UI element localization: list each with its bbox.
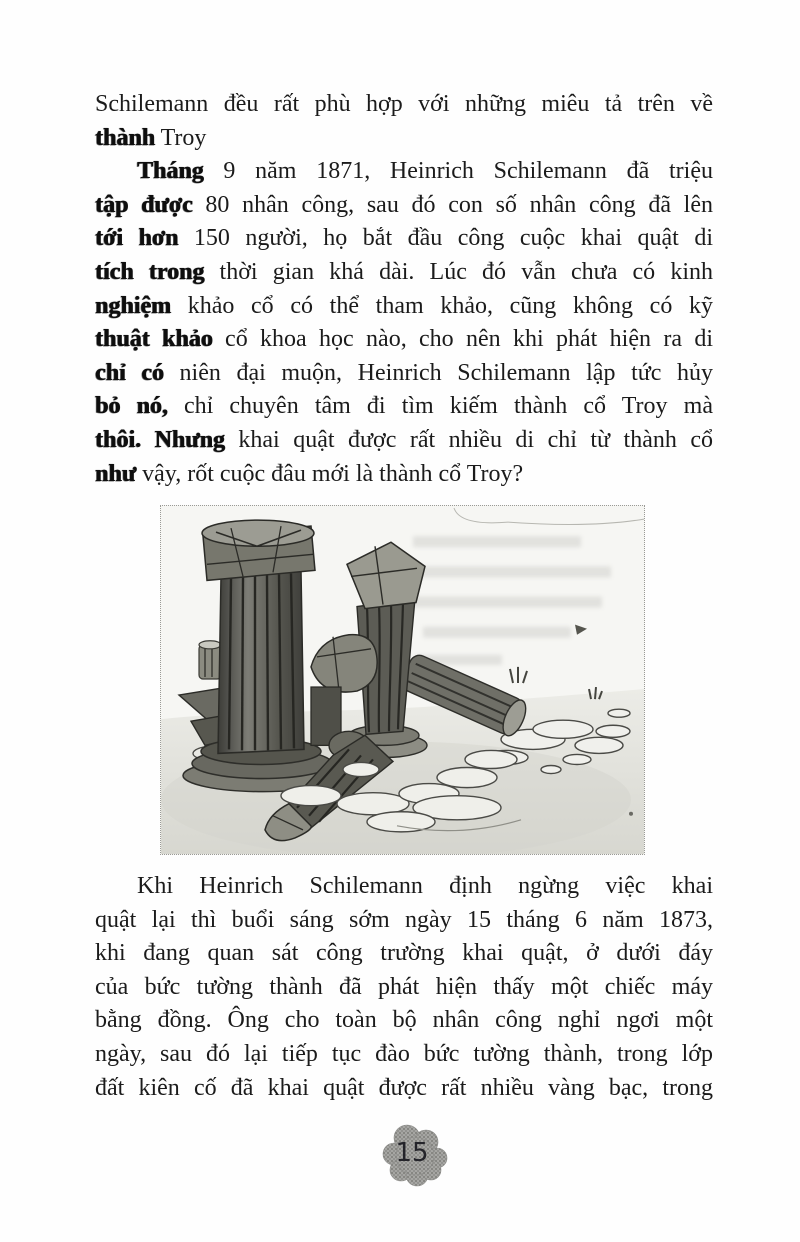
- text-line: [95, 222, 713, 256]
- line-text: chỉ chuyên tâm đi tìm kiếm thành cổ Troy mà: [167, 393, 713, 420]
- small-fragment: [199, 641, 221, 679]
- line-text: 150 người, họ bắt đầu công cuộc khai quật di: [178, 225, 714, 252]
- text-line: [95, 870, 713, 904]
- line-text: khi đang quan sát công trường khai quật, ở dưới đáy: [95, 940, 713, 967]
- line-text: 9 năm 1871, Heinrich Schilemann đã triệu: [203, 158, 713, 185]
- line-text: Troy: [155, 124, 207, 151]
- smudged-lead-text: thành: [95, 124, 156, 151]
- text-line: [95, 256, 713, 290]
- speck-dot: [629, 812, 633, 816]
- paragraph-1: [95, 88, 713, 491]
- text-line: [95, 1004, 713, 1038]
- smudged-lead-text: Tháng: [137, 158, 204, 185]
- line-text: cổ khoa học nào, cho nên khi phát hiện ra di: [212, 326, 713, 353]
- broken-columns-drawing: [161, 506, 644, 854]
- text-line: [95, 357, 713, 391]
- line-text: Schilemann đều rất phù hợp với những miêu tả trên về: [95, 91, 713, 117]
- smudged-lead-text: nghiệm: [95, 292, 172, 319]
- text-line: [95, 122, 713, 156]
- line-text: Khi Heinrich Schilemann định ngừng việc khai: [137, 873, 713, 899]
- line-text: khảo cổ có thể tham khảo, cũng không có kỹ: [171, 292, 713, 319]
- text-line: [95, 88, 713, 122]
- paragraph-2: [95, 870, 713, 1105]
- smudged-lead-text: bỏ nó,: [95, 393, 168, 420]
- text-line: [95, 424, 713, 458]
- page-number: 15: [395, 1138, 429, 1168]
- text-line: [95, 155, 713, 189]
- text-line: [95, 1072, 713, 1106]
- line-text: 80 nhân công, sau đó con số nhân công đã lên: [192, 191, 713, 218]
- text-line: [95, 290, 713, 324]
- line-text: thời gian khá dài. Lúc đó vẫn chưa có kinh: [204, 258, 713, 285]
- line-text: khai quật được rất nhiều di chỉ từ thành cổ: [224, 426, 713, 453]
- line-text: ngày, sau đó lại tiếp tục đào bức tường thành, trong lớp: [95, 1040, 713, 1067]
- smudged-lead-text: tới hơn: [95, 225, 179, 252]
- text-line: [95, 390, 713, 424]
- text-line: [95, 971, 713, 1005]
- text-line: [95, 937, 713, 971]
- smudged-lead-text: chỉ có: [95, 359, 164, 386]
- smudged-lead-text: tập được: [95, 191, 193, 218]
- line-text: niên đại muộn, Heinrich Schilemann lập tức hủy: [163, 359, 714, 386]
- smudged-lead-text: thôi. Nhưng: [95, 426, 225, 453]
- line-text: quật lại thì buổi sáng sớm ngày 15 tháng 6 năm 1873,: [95, 906, 713, 933]
- text-line: [95, 1038, 713, 1072]
- line-text: đất kiên cố đã khai quật được rất nhiều vàng bạc, trong: [95, 1074, 713, 1101]
- ruins-illustration-figure: [160, 505, 645, 855]
- text-line: [95, 904, 713, 938]
- text-line: [95, 458, 713, 492]
- smudged-lead-text: thuật khảo: [95, 326, 213, 353]
- text-line: [95, 323, 713, 357]
- line-text: bằng đồng. Ông cho toàn bộ nhân công nghỉ ngơi một: [95, 1007, 713, 1034]
- smudged-lead-text: tích trong: [95, 258, 205, 285]
- page-number-badge: [379, 1120, 451, 1192]
- text-line: [95, 189, 713, 223]
- line-text: vậy, rốt cuộc đâu mới là thành cổ Troy?: [136, 460, 524, 487]
- line-text: của bức tường thành đã phát hiện thấy một chiếc máy: [95, 973, 713, 1000]
- smudged-lead-text: như: [95, 460, 137, 487]
